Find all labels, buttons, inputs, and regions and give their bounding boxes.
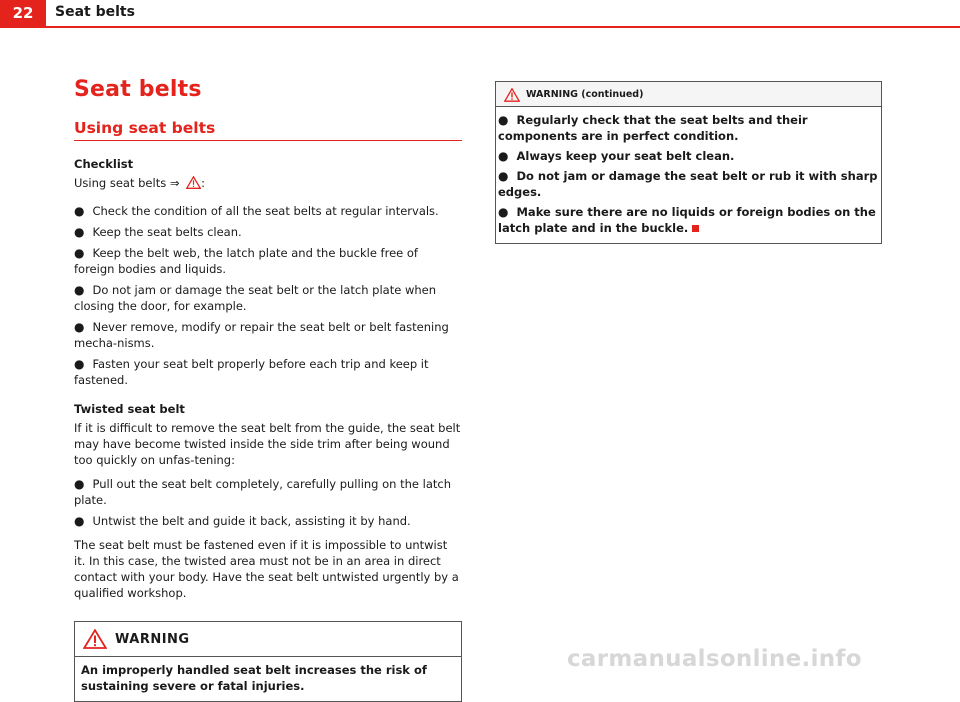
bullet-icon: ● [498, 113, 509, 127]
list-item [498, 168, 879, 200]
checklist-intro-suffix: : [201, 176, 206, 190]
list-item-text: Keep the belt web, the latch plate and the buckle free of foreign bodies and liquids. [74, 246, 418, 276]
warning-label: WARNING [115, 631, 190, 647]
warning-continued-box [495, 81, 882, 244]
list-item [498, 112, 879, 144]
page-title: Seat belts [74, 77, 202, 102]
checklist-list [74, 203, 462, 388]
watermark: carmanualsonline.info [567, 646, 862, 672]
warning-triangle-icon [504, 87, 520, 101]
running-title: Seat belts [55, 4, 135, 20]
list-item-text: Pull out the seat belt completely, carefully pulling on the latch plate. [74, 477, 452, 507]
bullet-icon: ● [74, 320, 85, 334]
twisted-paragraph: If it is difficult to remove the seat belt from the guide, the seat belt may have become twisted inside the side trim after being wound too quickly on unfas-tening: [74, 421, 461, 467]
warning-header [75, 622, 461, 657]
bullet-icon: ● [74, 204, 85, 218]
list-item [74, 319, 462, 351]
warning-continued-body [496, 107, 881, 243]
list-item-text: Fasten your seat belt properly before each trip and keep it fastened. [74, 357, 429, 387]
checklist-intro-text: Using seat belts ⇒ [74, 176, 180, 190]
bullet-icon: ● [74, 246, 85, 260]
twisted-closing: The seat belt must be fastened even if it is impossible to untwist it. In this case, the twisted area must not be in an area in direct contact with your body. Have the seat belt untwisted urgently by a qualified workshop. [74, 538, 459, 600]
warning-box [74, 621, 462, 702]
bullet-icon: ● [74, 283, 85, 297]
list-item [498, 148, 879, 164]
twisted-list [74, 476, 462, 529]
list-item [74, 224, 462, 240]
list-item [74, 513, 462, 529]
bullet-icon: ● [74, 357, 85, 371]
page-header [0, 0, 960, 28]
list-item-text: Never remove, modify or repair the seat belt or belt fastening mecha-nisms. [74, 320, 449, 350]
bullet-icon: ● [74, 514, 85, 528]
list-item-text: Check the condition of all the seat belts at regular intervals. [92, 204, 439, 218]
list-item-text: Regularly check that the seat belts and their components are in perfect condition. [498, 113, 808, 143]
warning-continued-list [498, 112, 879, 236]
list-item [74, 203, 462, 219]
end-of-section-icon [692, 225, 699, 232]
warning-continued-label: WARNING (continued) [526, 88, 644, 100]
warning-text: An improperly handled seat belt increases the risk of sustaining severe or fatal injuries. [81, 663, 427, 693]
bullet-icon: ● [74, 225, 85, 239]
section-title: Using seat belts [74, 119, 462, 141]
bullet-icon: ● [498, 149, 509, 163]
list-item [74, 282, 462, 314]
left-column [74, 74, 462, 702]
bullet-icon: ● [498, 169, 509, 183]
checklist-intro [74, 175, 462, 193]
list-item-text: Keep the seat belts clean. [92, 225, 242, 239]
bullet-icon: ● [74, 477, 85, 491]
twisted-heading: Twisted seat belt [74, 402, 185, 416]
checklist-heading: Checklist [74, 157, 134, 171]
warning-triangle-icon[interactable] [186, 176, 201, 193]
list-item [74, 356, 462, 388]
list-item-text: Do not jam or damage the seat belt or the latch plate when closing the door, for example. [74, 283, 437, 313]
list-item [74, 476, 462, 508]
list-item-text: Untwist the belt and guide it back, assisting it by hand. [92, 514, 411, 528]
list-item-text: Do not jam or damage the seat belt or rub it with sharp edges. [498, 169, 878, 199]
page-number: 22 [0, 0, 46, 26]
list-item-text: Always keep your seat belt clean. [516, 149, 735, 163]
warning-continued-header [496, 82, 881, 107]
list-item [74, 245, 462, 277]
list-item-text: Make sure there are no liquids or foreign bodies on the latch plate and in the buckle. [498, 205, 876, 235]
header-rule [0, 26, 960, 28]
warning-triangle-icon [83, 629, 107, 649]
bullet-icon: ● [498, 205, 509, 219]
list-item [498, 204, 879, 236]
right-column [495, 81, 882, 244]
